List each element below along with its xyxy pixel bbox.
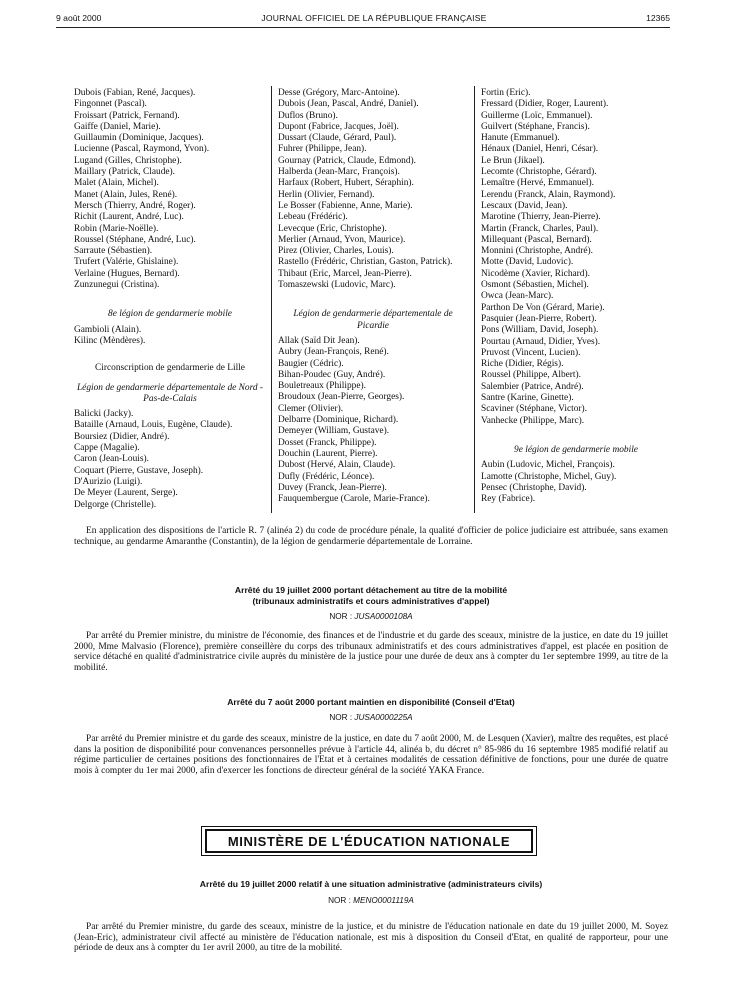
name-entry: Gournay (Patrick, Claude, Edmond). (278, 155, 416, 166)
name-entry: Monnini (Christophe, André). (481, 246, 593, 257)
legion-heading: 8e légion de gendarmerie mobile (108, 309, 232, 320)
name-entry: Fuhrer (Philippe, Jean). (278, 144, 367, 155)
arrete-title-line: Arrêté du 19 juillet 2000 portant détachement au titre de la mobilité (234, 585, 508, 595)
name-entry: Martin (Franck, Charles, Paul). (481, 223, 599, 234)
name-entry: Guilvert (Stéphane, Francis). (481, 121, 590, 132)
name-entry: Lamotte (Christophe, Michel, Guy). (481, 471, 617, 482)
column-1 (74, 88, 266, 511)
name-entry: Kilinc (Mèndères). (74, 335, 146, 346)
name-list (74, 88, 266, 291)
name-entry: Tomaszewski (Ludovic, Marc). (278, 280, 396, 291)
name-entry: Thibaut (Eric, Marcel, Jean-Pierre). (278, 268, 412, 279)
name-entry: Delgorge (Christelle). (74, 499, 157, 510)
page-header (0, 13, 748, 25)
nor-reference: NOR : JUSA0000108A (329, 612, 413, 621)
name-entry: Nicodème (Xavier, Richard). (481, 268, 590, 279)
name-entry: Herlin (Olivier, Fernand). (278, 189, 375, 200)
application-paragraph (74, 526, 668, 547)
name-entry: Dubois (Fabian, René, Jacques). (74, 88, 196, 98)
name-entry: Zunzunegui (Cristina). (74, 280, 160, 291)
name-entry: Marotine (Thierry, Jean-Pierre). (481, 212, 601, 223)
name-entry: Pourtau (Arnaud, Didier, Yves). (481, 336, 601, 347)
ministry-title: MINISTÈRE DE L'ÉDUCATION NATIONALE (205, 829, 533, 853)
name-entry: D'Aurizio (Luigi). (74, 476, 143, 487)
header-journal-title: JOURNAL OFFICIEL DE LA RÉPUBLIQUE FRANÇAISE (261, 13, 487, 23)
ministry-box (201, 826, 537, 856)
name-entry: Gambioli (Alain). (74, 324, 142, 335)
name-entry: Douchin (Laurent, Pierre). (278, 448, 378, 459)
name-entry: Coquart (Pierre, Gustave, Joseph). (74, 465, 204, 476)
name-entry: Maillary (Patrick, Claude). (74, 167, 176, 178)
column-divider (474, 86, 475, 513)
name-entry: Lebeau (Frédéric). (278, 212, 348, 223)
name-entry: Rey (Fabrice). (481, 494, 536, 505)
name-entry: Allak (Saïd Dit Jean). (278, 335, 360, 346)
name-entry: Scaviner (Stéphane, Victor). (481, 404, 587, 415)
nor-code: JUSA0000225A (354, 713, 413, 722)
name-entry: Lerendu (Franck, Alain, Raymond). (481, 189, 616, 200)
name-entry: Roussel (Stéphane, André, Luc). (74, 234, 196, 245)
paragraph-text: En application des dispositions de l'article R. 7 (alinéa 2) du code de procédure pénale, la qualité d'officier de police judiciaire est attribuée, sans examen technique, au gendarme Amaranthe (Constantin), de la légion de gendarmerie départementale de Lorraine. (74, 526, 668, 547)
name-entry: Fressard (Didier, Roger, Laurent). (481, 99, 609, 110)
name-list (74, 409, 266, 511)
name-entry: Sarraute (Sébastien). (74, 246, 153, 257)
arrete-title-line: (tribunaux administratifs et cours administratives d'appel) (252, 595, 490, 606)
name-entry: Lemaître (Hervé, Emmanuel). (481, 178, 594, 189)
name-entry: Mersch (Thierry, André, Roger). (74, 200, 196, 211)
column-2 (278, 88, 468, 505)
name-entry: Gaiffe (Daniel, Marie). (74, 121, 161, 132)
name-entry: Pruvost (Vincent, Lucien). (481, 347, 581, 358)
name-entry: Halberda (Jean-Marc, François). (278, 167, 400, 178)
name-entry: Parthon De Von (Gérard, Marie). (481, 302, 605, 313)
name-entry: Hénaux (Daniel, Henri, César). (481, 144, 599, 155)
name-entry: Dubost (Hervé, Alain, Claude). (278, 460, 396, 471)
name-entry: Guillaumin (Dominique, Jacques). (74, 133, 204, 144)
arrete-title (74, 879, 668, 890)
header-date: 9 août 2000 (56, 13, 102, 23)
name-entry: Levecque (Eric, Christophe). (278, 223, 387, 234)
arrete-title-line: Arrêté du 19 juillet 2000 relatif à une situation administrative (administrateurs civils) (199, 879, 543, 889)
name-entry: Demeyer (William, Gustave). (278, 426, 390, 437)
name-entry: Roussel (Philippe, Albert). (481, 370, 581, 381)
name-entry: Dufly (Frédéric, Léonce). (278, 471, 375, 482)
paragraph-text: Par arrêté du Premier ministre et du garde des sceaux, ministre de la justice, en date du 7 août 2000, M. de Lesquen (Xavier), maître des requêtes, est placé dans la position de disponibilité pour convenances personnelles prévue à l'article 44, alinéa b, du décret n° 85-986 du 16 septembre 1985 modifié relatif au régime particulier de certaines positions des fonctionnaires de l'Etat et à certaines modalités de cessation définitive de fonctions, pour une durée de quatre mois à compter du 1er mai 2000, afin d'exercer les fonctions de directeur général de la société YAKA France. (74, 734, 668, 776)
name-entry: Robin (Marie-Noëlle). (74, 223, 159, 234)
arrete-body (74, 631, 668, 673)
name-entry: Pasquier (Jean-Pierre, Robert). (481, 313, 597, 324)
name-entry: Bouletreaux (Philippe). (278, 381, 367, 392)
column-divider (271, 86, 272, 513)
name-entry: Owca (Jean-Marc). (481, 291, 554, 302)
name-entry: Pons (William, David, Joseph). (481, 325, 599, 336)
name-entry: Salembier (Patrice, André). (481, 381, 584, 392)
name-entry: Desse (Grégory, Marc-Antoine). (278, 88, 400, 98)
nor-reference: NOR : JUSA0000225A (329, 713, 413, 722)
name-entry: Bihan-Poudec (Guy, André). (278, 369, 386, 380)
name-entry: De Meyer (Laurent, Serge). (74, 488, 178, 499)
name-entry: Bataille (Arnaud, Louis, Eugène, Claude). (74, 420, 233, 431)
name-entry: Dupont (Fabrice, Jacques, Joël). (278, 121, 399, 132)
name-entry: Fortin (Eric). (481, 88, 531, 98)
name-entry: Richit (Laurent, André, Luc). (74, 212, 184, 223)
circonscription-heading: Circonscription de gendarmerie de Lille (95, 363, 245, 374)
name-entry: Millequant (Pascal, Bernard). (481, 234, 592, 245)
name-entry: Dosset (Franck, Philippe). (278, 437, 377, 448)
name-entry: Trufert (Valérie, Ghislaine). (74, 257, 179, 268)
header-page-number: 12365 (646, 13, 670, 23)
name-entry: Rastello (Frédéric, Christian, Gaston, Patrick). (278, 257, 453, 268)
name-entry: Delbarre (Dominique, Richard). (278, 415, 399, 426)
name-entry: Fingonnet (Pascal). (74, 99, 147, 110)
paragraph-text: Par arrêté du Premier ministre, du garde des sceaux, ministre de la justice, et du ministre de l'éducation nationale en date du 19 juillet 2000, M. Soyez (Jean-Eric), administrateur civil affecté au ministère de l'éducation nationale, est mis à disposition du Conseil d'Etat, en qualité de rapporteur, pour une période de deux ans à compter du 1er avril 2000, au titre de la mobilité. (74, 922, 668, 954)
name-entry: Aubin (Ludovic, Michel, François). (481, 460, 615, 471)
name-entry: Le Brun (Jikael). (481, 155, 545, 166)
arrete-title (74, 697, 668, 708)
name-entry: Clemer (Olivier). (278, 403, 344, 414)
name-entry: Harfaux (Robert, Hubert, Séraphin). (278, 178, 414, 189)
legion-heading: Légion de gendarmerie départementale de Picardie (293, 309, 453, 331)
arrete-body (74, 734, 668, 776)
name-list (278, 88, 468, 291)
name-entry: Lugand (Gilles, Christophe). (74, 155, 182, 166)
name-entry: Balicki (Jacky). (74, 409, 134, 420)
name-entry: Motte (David, Ludovic). (481, 257, 574, 268)
name-entry: Osmont (Sébastien, Michel). (481, 280, 589, 291)
name-entry: Lucienne (Pascal, Raymond, Yvon). (74, 144, 210, 155)
paragraph-text: Par arrêté du Premier ministre, du ministre de l'économie, des finances et de l'industrie et du garde des sceaux, ministre de la justice, en date du 19 juillet 2000, Mme Malvasio (Florence), première conseillère du corps des tribunaux administratifs et des cours administratives d'appel, est placée en position de service détaché en qualité d'administratrice civile auprès du ministère de la justice pour une durée de deux ans à compter du 1er septembre 1999, au titre de la mobilité. (74, 631, 668, 673)
name-entry: Manet (Alain, Jules, René). (74, 189, 178, 200)
name-entry: Santre (Karine, Ginette). (481, 393, 574, 404)
name-entry: Froissart (Patrick, Fernand). (74, 110, 180, 121)
name-entry: Duvey (Franck, Jean-Pierre). (278, 482, 387, 493)
nor-code: MENO0001119A (353, 896, 414, 905)
arrete-title (74, 585, 668, 606)
name-entry: Caron (Jean-Louis). (74, 454, 149, 465)
name-list (481, 88, 671, 427)
name-entry: Lescaux (David, Jean). (481, 200, 568, 211)
name-list (74, 325, 266, 348)
name-entry: Boursiez (Didier, André). (74, 431, 170, 442)
name-entry: Merlier (Arnaud, Yvon, Maurice). (278, 234, 406, 245)
name-list (481, 460, 671, 505)
name-entry: Cappe (Magalie). (74, 443, 140, 454)
name-entry: Lecomte (Christophe, Gérard). (481, 167, 597, 178)
arrete-title-line: Arrêté du 7 août 2000 portant maintien en disponibilité (Conseil d'Etat) (227, 697, 515, 707)
name-list (278, 336, 468, 505)
name-entry: Malet (Alain, Michel). (74, 178, 159, 189)
name-entry: Dussart (Claude, Gérard, Paul). (278, 133, 397, 144)
name-entry: Verlaine (Hugues, Bernard). (74, 268, 180, 279)
nor-reference: NOR : MENO0001119A (328, 896, 414, 905)
name-entry: Fauquembergue (Carole, Marie-France). (278, 494, 430, 505)
name-entry: Pirez (Olivier, Charles, Louis). (278, 246, 394, 257)
name-entry: Le Bosser (Fabienne, Anne, Marie). (278, 200, 413, 211)
name-entry: Dubois (Jean, Pascal, André, Daniel). (278, 99, 419, 110)
nor-code: JUSA0000108A (354, 612, 413, 621)
legion-heading: Légion de gendarmerie départementale de Nord - Pas-de-Calais (76, 382, 264, 404)
legion-heading: 9e légion de gendarmerie mobile (514, 444, 638, 455)
name-entry: Guillerme (Loïc, Emmanuel). (481, 110, 593, 121)
arrete-body (74, 922, 668, 954)
name-entry: Vanhecke (Philippe, Marc). (481, 415, 585, 426)
name-entry: Pensec (Christophe, David). (481, 482, 587, 493)
name-entry: Riche (Didier, Régis). (481, 359, 564, 370)
name-entry: Duflos (Bruno). (278, 110, 338, 121)
column-3 (481, 88, 671, 505)
name-entry: Baugier (Cédric). (278, 358, 344, 369)
name-entry: Broudoux (Jean-Pierre, Georges). (278, 392, 405, 403)
name-entry: Aubry (Jean-François, René). (278, 347, 389, 358)
name-entry: Hanute (Emmanuel). (481, 133, 560, 144)
header-rule (56, 27, 670, 28)
